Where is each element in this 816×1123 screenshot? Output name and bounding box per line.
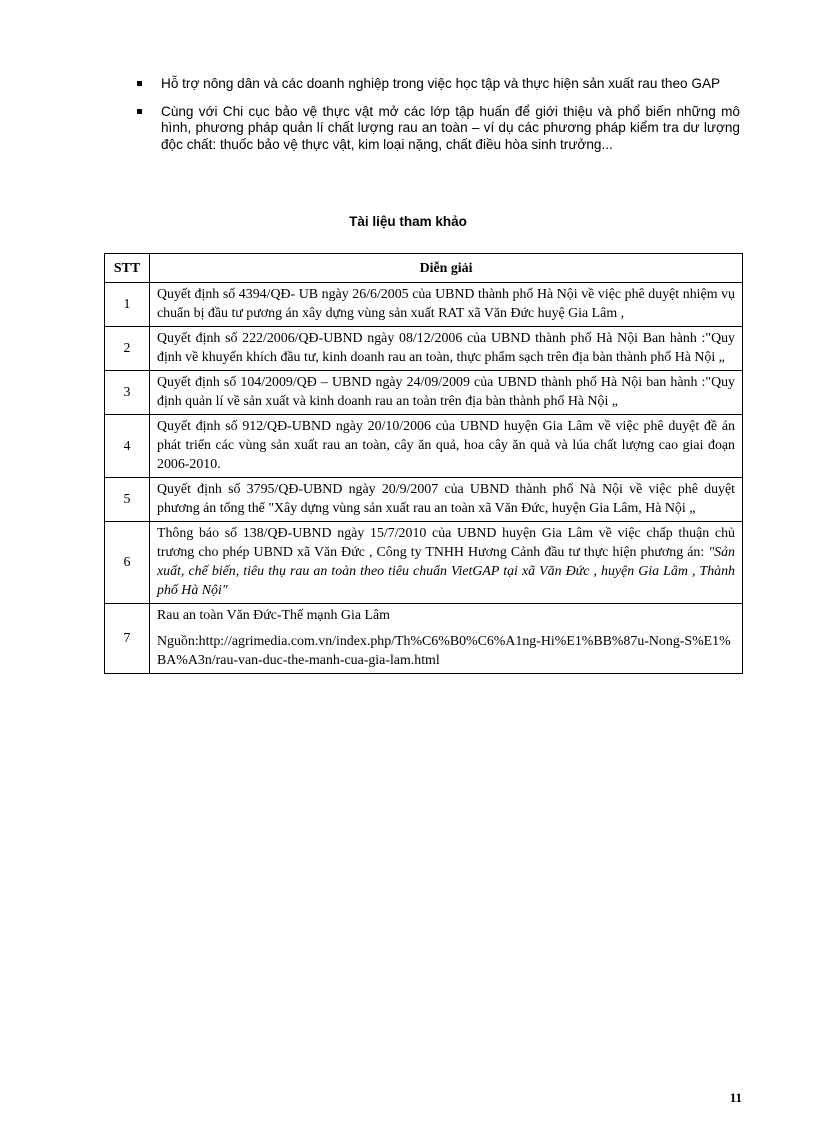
row-description: [150, 522, 743, 604]
table-row: [105, 522, 743, 604]
references-table: [104, 253, 743, 674]
row-number: 3: [105, 371, 150, 415]
bullet-item: [135, 76, 740, 93]
row-description: Quyết định số 222/2006/QĐ-UBND ngày 08/12/2006 của UBND thành phố Hà Nội Ban hành :"Quy định về khuyến khích đầu tư, kinh doanh rau an toàn, thực phẩm sạch trên địa bàn thành phố Hà Nội „: [150, 327, 743, 371]
row-number: 7: [105, 604, 150, 674]
header-description: Diễn giải: [150, 254, 743, 283]
section-title: Tài liệu tham khảo: [349, 214, 467, 229]
bullet-text: Hỗ trợ nông dân và các doanh nghiệp trong việc học tập và thực hiện sản xuất rau theo GAP: [161, 76, 721, 91]
table-row: [105, 283, 743, 327]
bullet-item: [135, 104, 740, 154]
page-number: 11: [729, 1090, 742, 1105]
row-description-italic: "Sản xuất, chế biến, tiêu thụ rau an toàn theo tiêu chuẩn VietGAP tại xã Văn Đức , huyện Gia Lâm , Thành phố Hà Nội": [157, 545, 735, 598]
source-url: Nguồn:http://agrimedia.com.vn/index.php/Th%C6%B0%C6%A1ng-Hi%E1%BB%87u-Nong-S%E1%BA%A3n/rau-van-duc-the-manh-cua-gia-lam.html: [157, 634, 731, 668]
row-description-text: Rau an toàn Văn Đức-Thế mạnh Gia Lâm: [157, 608, 390, 623]
table-row: [105, 415, 743, 478]
square-bullet-icon: [137, 81, 142, 86]
row-number: 4: [105, 415, 150, 478]
table-row: [105, 604, 743, 674]
table-row: [105, 478, 743, 522]
table-header-row: [105, 254, 743, 283]
row-number: 6: [105, 522, 150, 604]
row-description: Quyết định số 912/QĐ-UBND ngày 20/10/2006 của UBND huyện Gia Lâm về việc phê duyệt đề án phát triển các vùng sản xuất rau an toàn, cây ăn quả, hoa cây ăn quả và lúa chất lượng cao giai đoạn 2006-2010.: [150, 415, 743, 478]
row-number: 5: [105, 478, 150, 522]
row-description: Quyết định số 4394/QĐ- UB ngày 26/6/2005 của UBND thành phố Hà Nội về việc phê duyệt nhiệm vụ chuẩn bị đầu tư pương án xây dựng vùng sản xuất RAT xã Văn Đức huyệ Gia Lâm ,: [150, 283, 743, 327]
row-number: 2: [105, 327, 150, 371]
row-description: [150, 604, 743, 674]
header-stt: STT: [105, 254, 150, 283]
row-description: Quyết định số 3795/QĐ-UBND ngày 20/9/2007 của UBND thành phố Nà Nội về việc phê duyệt phương án tổng thể "Xây dựng vùng sản xuất rau an toàn xã Văn Đức, huyện Gia Lâm, Hà Nội „: [150, 478, 743, 522]
table-row: [105, 371, 743, 415]
row-number: 1: [105, 283, 150, 327]
row-description: Quyết định số 104/2009/QĐ – UBND ngày 24/09/2009 của UBND thành phố Hà Nội ban hành :"Quy định quản lí về sản xuất và kinh doanh rau an toàn trên địa bàn thành phố Hà Nội „: [150, 371, 743, 415]
square-bullet-icon: [137, 109, 142, 114]
table-row: [105, 327, 743, 371]
bullet-list: [135, 76, 740, 164]
bullet-text: Cùng với Chi cục bảo vệ thực vật mở các lớp tập huấn để giới thiệu và phổ biến những mô hình, phương pháp quản lí chất lượng rau an toàn – ví dụ các phương pháp kiểm tra dư lượng độc chất: thuốc bảo vệ thực vật, kim loại nặng, chất điều hòa sinh trưởng...: [161, 103, 740, 152]
row-description-text: Thông báo số 138/QĐ-UBND ngày 15/7/2010 của UBND huyện Gia Lâm về việc chấp thuận chủ trương cho phép UBND xã Văn Đức , Công ty TNHH Hương Cảnh đầu tư thực hiện phương án:: [157, 526, 735, 560]
